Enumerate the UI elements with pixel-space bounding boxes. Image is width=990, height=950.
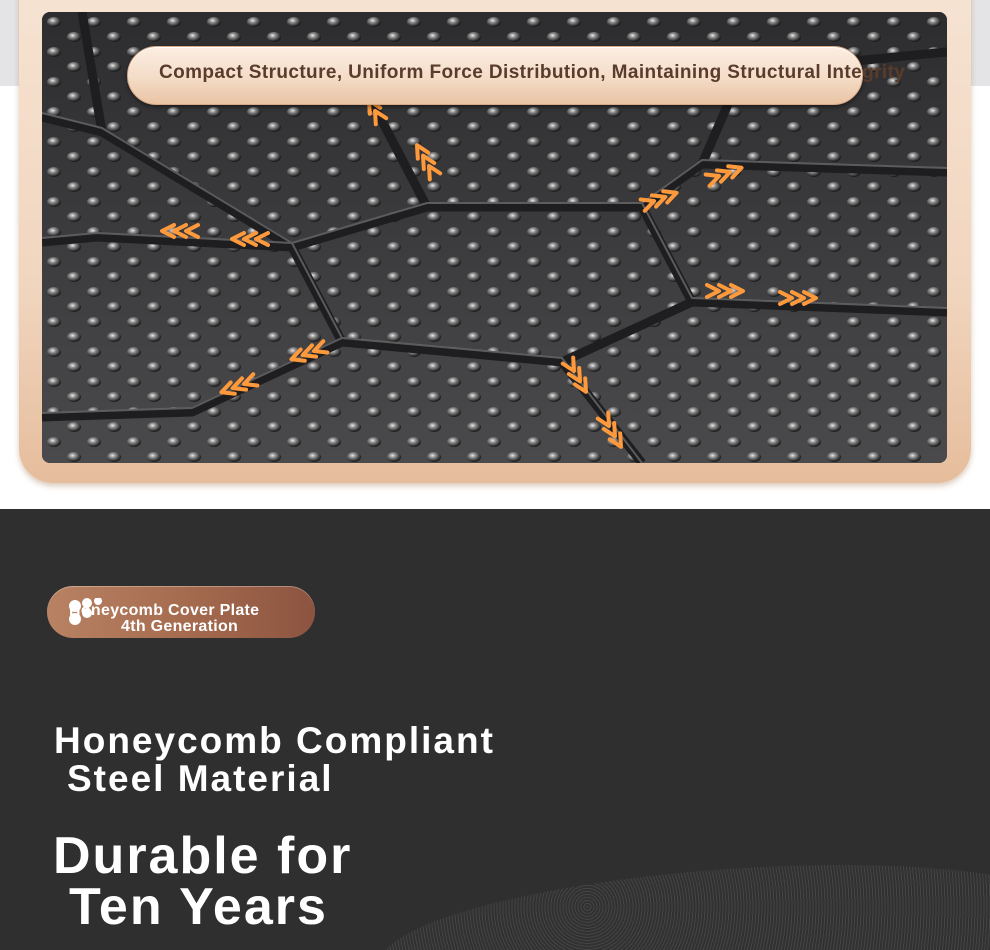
feature-section bbox=[0, 509, 990, 950]
headline-line-2: Steel Material bbox=[67, 758, 334, 799]
plate-texture bbox=[376, 845, 990, 950]
headline-line-1: Honeycomb Compliant bbox=[54, 720, 495, 761]
headline-line-3: Durable for bbox=[53, 827, 353, 885]
badge-title: Honeycomb Cover Plate bbox=[69, 602, 260, 619]
headline-line-4: Ten Years bbox=[69, 878, 328, 936]
badge-subtitle: 4th Generation bbox=[121, 618, 239, 635]
banner-caption: Compact Structure, Uniform Force Distribution, Maintaining Structural Integrity bbox=[159, 62, 906, 83]
